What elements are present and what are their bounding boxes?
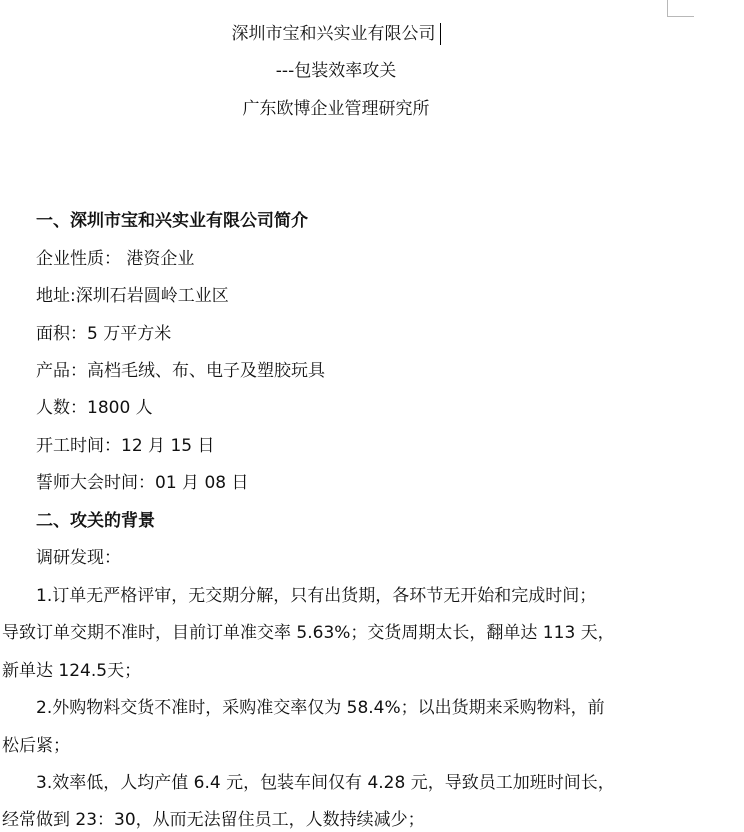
finding-1-line-1: 1.订单无严格评审，无交期分解，只有出货期，各环节无开始和完成时间；: [36, 586, 597, 606]
company-title: 深圳市宝和兴实业有限公司: [231, 24, 436, 44]
info-start-date: 开工时间：12 月 15 日: [36, 436, 215, 456]
subtitle: ---包装效率攻关: [275, 61, 397, 81]
finding-2-line-1: 2.外购物料交货不准时，采购准交率仅为 58.4%；以出货期来采购物料，前: [36, 698, 605, 718]
info-headcount: 人数：1800 人: [36, 398, 153, 418]
info-rally-date: 誓师大会时间：01 月 08 日: [36, 473, 249, 493]
section1-heading: 一、深圳市宝和兴实业有限公司简介: [36, 211, 308, 231]
page-corner-marker: [667, 0, 694, 17]
section2-intro: 调研发现：: [36, 548, 121, 568]
info-company-type: 企业性质： 港资企业: [36, 249, 195, 269]
finding-2-line-2: 松后紧；: [2, 736, 70, 756]
text-cursor: [440, 23, 441, 45]
finding-1-line-3: 新单达 124.5天；: [2, 661, 142, 681]
section2-heading: 二、攻关的背景: [36, 511, 155, 531]
info-area: 面积：5 万平方米: [36, 324, 172, 344]
institute-name: 广东欧博企业管理研究所: [242, 99, 430, 119]
finding-3-line-1: 3.效率低，人均产值 6.4 元，包装车间仅有 4.28 元，导致员工加班时间长，: [36, 773, 615, 793]
info-products: 产品：高档毛绒、布、电子及塑胶玩具: [36, 361, 325, 381]
finding-1-line-2: 导致订单交期不准时，目前订单准交率 5.63%；交货周期太长，翻单达 113 天，: [2, 623, 615, 643]
info-address: 地址:深圳石岩圆岭工业区: [36, 286, 229, 306]
company-title-line: [0, 23, 672, 45]
finding-3-line-2: 经常做到 23：30，从而无法留住员工，人数持续减少；: [2, 810, 425, 830]
